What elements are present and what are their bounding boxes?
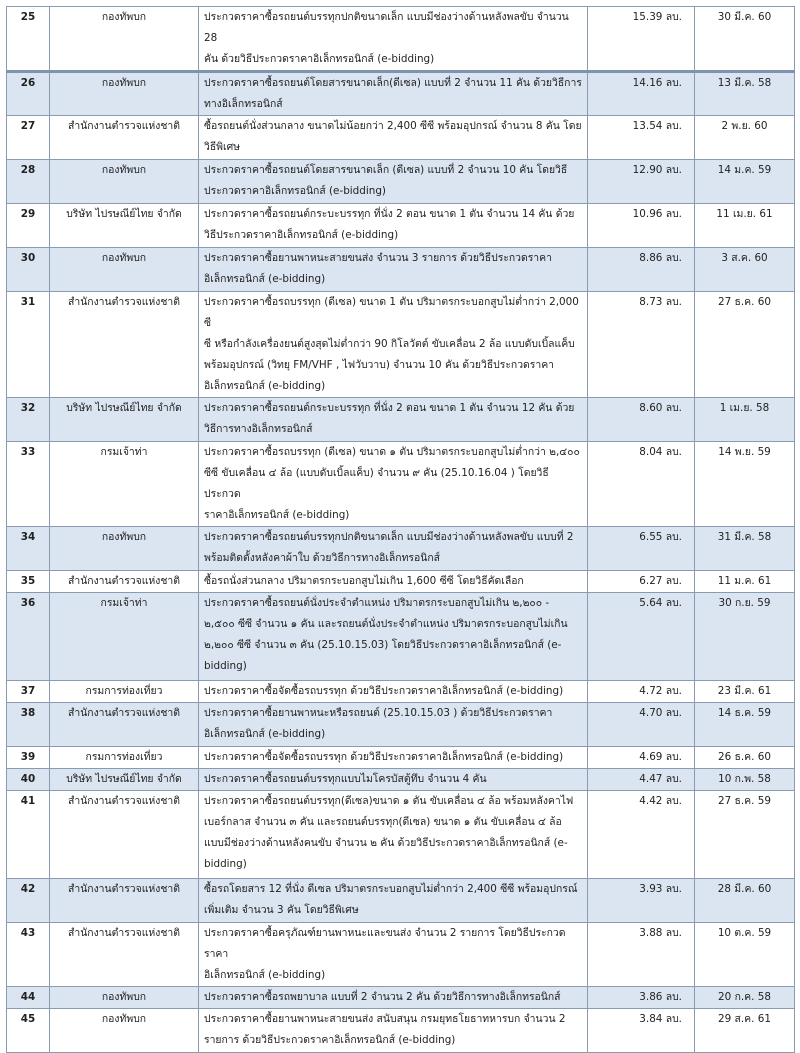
description-line: ประกวดราคาซื้อยานพาหนะสายขนส่ง สนับสนุน กรมยุทธโยธาทหารบก จำนวน 2 bbox=[204, 1013, 566, 1025]
row-number: 27 bbox=[7, 116, 50, 160]
row-number: 26 bbox=[7, 72, 50, 116]
budget-cell: 4.72 ลบ. bbox=[588, 681, 695, 703]
description-line: รายการ ด้วยวิธีประกวดราคาอิเล็กทรอนิกส์ (e-bidding) bbox=[204, 1034, 456, 1046]
row-number: 36 bbox=[7, 593, 50, 681]
description-line: เบอร์กลาส จำนวน ๓ คัน และรถยนต์บรรทุก(ดีเซล) ขนาด ๑ ตัน ขับเคลื่อน ๔ ล้อ bbox=[204, 816, 562, 828]
row-number: 44 bbox=[7, 987, 50, 1009]
budget-cell: 8.73 ลบ. bbox=[588, 292, 695, 398]
table-row bbox=[7, 747, 795, 769]
description-line: วิธีการทางอิเล็กทรอนิกส์ bbox=[204, 423, 313, 435]
description-line: ประกวดราคาซื้อรถยนต์กระบะบรรทุก ที่นั่ง 2 ตอน ขนาด 1 ตัน จำนวน 12 คัน ด้วย bbox=[204, 402, 575, 414]
table-row bbox=[7, 593, 795, 681]
description-cell bbox=[199, 527, 588, 571]
date-cell: 26 ธ.ค. 60 bbox=[695, 747, 795, 769]
description-line: อิเล็กทรอนิกส์ (e-bidding) bbox=[204, 273, 326, 285]
description-line: เพิ่มเติม จำนวน 3 คัน โดยวิธีพิเศษ bbox=[204, 904, 359, 916]
agency-cell: กองทัพบก bbox=[50, 160, 199, 204]
date-cell: 27 ธ.ค. 59 bbox=[695, 791, 795, 879]
table-row bbox=[7, 72, 795, 116]
budget-cell: 10.96 ลบ. bbox=[588, 204, 695, 248]
description-line: ประกวดราคาซื้อรถยนต์บรรทุก(ดีเซล)ขนาด ๑ ตัน ขับเคลื่อน ๔ ล้อ พร้อมหลังคาไฟ bbox=[204, 795, 574, 807]
agency-cell: กองทัพบก bbox=[50, 987, 199, 1009]
description-line: ประกวดราคาซื้อยานพาหนะสายขนส่ง จำนวน 3 รายการ ด้วยวิธีประกวดราคา bbox=[204, 252, 552, 264]
description-line: วิธีพิเศษ bbox=[204, 141, 241, 153]
table-row bbox=[7, 527, 795, 571]
table-row bbox=[7, 292, 795, 398]
agency-cell: สำนักงานตำรวจแห่งชาติ bbox=[50, 879, 199, 923]
table-row bbox=[7, 1009, 795, 1053]
date-cell: 11 ม.ค. 61 bbox=[695, 571, 795, 593]
table-row bbox=[7, 791, 795, 879]
description-cell bbox=[199, 72, 588, 116]
description-line: ประกวดราคาอิเล็กทรอนิกส์ (e-bidding) bbox=[204, 185, 386, 197]
row-number: 34 bbox=[7, 527, 50, 571]
agency-cell: บริษัท ไปรษณีย์ไทย จำกัด bbox=[50, 398, 199, 442]
agency-cell: สำนักงานตำรวจแห่งชาติ bbox=[50, 292, 199, 398]
description-cell bbox=[199, 987, 588, 1009]
table-row bbox=[7, 571, 795, 593]
description-line: ประกวดราคาซื้อรถบรรทุก (ดีเซล) ขนาด 1 ตัน ปริมาตรกระบอกสูบไม่ต่ำกว่า 2,000 ซี bbox=[204, 296, 579, 329]
date-cell: 2 พ.ย. 60 bbox=[695, 116, 795, 160]
description-line: ประกวดราคาซื้อรถยนต์บรรทุกแบบไมโครบัสตู้ทึบ จำนวน 4 คัน bbox=[204, 773, 487, 785]
description-line: อิเล็กทรอนิกส์ (e-bidding) bbox=[204, 728, 326, 740]
description-line: ประกวดราคาซื้อรถยนต์โดยสารขนาดเล็ก(ดีเซล) แบบที่ 2 จำนวน 11 คัน ด้วยวิธีการ bbox=[204, 77, 582, 89]
budget-cell: 8.60 ลบ. bbox=[588, 398, 695, 442]
table-row bbox=[7, 7, 795, 72]
description-line: ประกวดราคาซื้อรถพยาบาล แบบที่ 2 จำนวน 2 คัน ด้วยวิธีการทางอิเล็กทรอนิกส์ bbox=[204, 991, 561, 1003]
table-row bbox=[7, 204, 795, 248]
budget-cell: 3.88 ลบ. bbox=[588, 923, 695, 987]
description-cell bbox=[199, 248, 588, 292]
date-cell: 14 ธ.ค. 59 bbox=[695, 703, 795, 747]
budget-cell: 13.54 ลบ. bbox=[588, 116, 695, 160]
budget-cell: 3.84 ลบ. bbox=[588, 1009, 695, 1053]
budget-cell: 4.70 ลบ. bbox=[588, 703, 695, 747]
budget-cell: 8.86 ลบ. bbox=[588, 248, 695, 292]
table-row bbox=[7, 923, 795, 987]
description-line: ประกวดราคาซื้อรถยนต์นั่งประจำตำแหน่ง ปริมาตรกระบอกสูบไม่เกิน ๒,๒๐๐ - bbox=[204, 597, 550, 609]
procurement-table bbox=[6, 6, 795, 1053]
description-line: ประกวดราคาซื้อจัดซื้อรถบรรทุก ด้วยวิธีประกวดราคาอิเล็กทรอนิกส์ (e-bidding) bbox=[204, 751, 564, 763]
date-cell: 1 เม.ย. 58 bbox=[695, 398, 795, 442]
budget-cell: 3.93 ลบ. bbox=[588, 879, 695, 923]
description-line: แบบมีช่องว่างด้านหลังคนขับ จำนวน ๒ คัน ด้วยวิธีประกวดราคาอิเล็กทรอนิกส์ (e- bbox=[204, 837, 568, 849]
date-cell: 10 ต.ค. 59 bbox=[695, 923, 795, 987]
agency-cell: กองทัพบก bbox=[50, 7, 199, 72]
row-number: 41 bbox=[7, 791, 50, 879]
row-number: 29 bbox=[7, 204, 50, 248]
date-cell: 30 มี.ค. 60 bbox=[695, 7, 795, 72]
description-cell bbox=[199, 879, 588, 923]
budget-cell: 4.47 ลบ. bbox=[588, 769, 695, 791]
table-row bbox=[7, 703, 795, 747]
budget-cell: 5.64 ลบ. bbox=[588, 593, 695, 681]
description-cell bbox=[199, 791, 588, 879]
description-cell bbox=[199, 442, 588, 527]
description-line: ซื้อรถโดยสาร 12 ที่นั่ง ดีเซล ปริมาตรกระบอกสูบไม่ต่ำกว่า 2,400 ซีซี พร้อมอุปกรณ์ bbox=[204, 883, 578, 895]
description-line: วิธีประกวดราคาอิเล็กทรอนิกส์ (e-bidding) bbox=[204, 229, 399, 241]
budget-cell: 3.86 ลบ. bbox=[588, 987, 695, 1009]
row-number: 42 bbox=[7, 879, 50, 923]
description-line: ประกวดราคาซื้อครุภัณฑ์ยานพาหนะและขนส่ง จำนวน 2 รายการ โดยวิธีประกวดราคา bbox=[204, 927, 566, 960]
description-line: ประกวดราคาซื้อรถยนต์บรรทุกปกติขนาดเล็ก แบบมีช่องว่างด้านหลังพลขับ จำนวน 28 bbox=[204, 11, 569, 44]
date-cell: 27 ธ.ค. 60 bbox=[695, 292, 795, 398]
budget-cell: 15.39 ลบ. bbox=[588, 7, 695, 72]
description-cell bbox=[199, 398, 588, 442]
description-cell bbox=[199, 747, 588, 769]
description-line: อิเล็กทรอนิกส์ (e-bidding) bbox=[204, 969, 326, 981]
table-row bbox=[7, 681, 795, 703]
description-line: ประกวดราคาซื้อรถยนต์กระบะบรรทุก ที่นั่ง 2 ตอน ขนาด 1 ตัน จำนวน 14 คัน ด้วย bbox=[204, 208, 575, 220]
description-cell bbox=[199, 116, 588, 160]
description-line: ซี หรือกำลังเครื่องยนต์สูงสุดไม่ต่ำกว่า 90 กิโลวัตต์ ขับเคลื่อน 2 ล้อ แบบดับเบิ้ลแค็บ bbox=[204, 338, 575, 350]
description-line: ทางอิเล็กทรอนิกส์ bbox=[204, 98, 283, 110]
budget-cell: 8.04 ลบ. bbox=[588, 442, 695, 527]
budget-cell: 4.69 ลบ. bbox=[588, 747, 695, 769]
description-line: ประกวดราคาซื้อรถบรรทุก (ดีเซล) ขนาด ๑ ตัน ปริมาตรกระบอกสูบไม่ต่ำกว่า ๒,๔๐๐ bbox=[204, 446, 580, 458]
table-body bbox=[7, 7, 795, 1053]
description-line: คัน ด้วยวิธีประกวดราคาอิเล็กทรอนิกส์ (e-bidding) bbox=[204, 53, 435, 65]
row-number: 37 bbox=[7, 681, 50, 703]
table-row bbox=[7, 769, 795, 791]
agency-cell: กองทัพบก bbox=[50, 1009, 199, 1053]
budget-cell: 6.55 ลบ. bbox=[588, 527, 695, 571]
date-cell: 29 ส.ค. 61 bbox=[695, 1009, 795, 1053]
description-cell bbox=[199, 571, 588, 593]
date-cell: 31 มี.ค. 58 bbox=[695, 527, 795, 571]
row-number: 30 bbox=[7, 248, 50, 292]
row-number: 28 bbox=[7, 160, 50, 204]
description-line: ซีซี ขับเคลื่อน ๔ ล้อ (แบบดับเบิ้ลแค็บ) จำนวน ๙ คัน (25.10.16.04 ) โดยวิธีประกวด bbox=[204, 467, 549, 500]
date-cell: 30 ก.ย. 59 bbox=[695, 593, 795, 681]
agency-cell: สำนักงานตำรวจแห่งชาติ bbox=[50, 923, 199, 987]
description-line: ราคาอิเล็กทรอนิกส์ (e-bidding) bbox=[204, 509, 350, 521]
description-line: ๒,๕๐๐ ซีซี จำนวน ๑ คัน และรถยนต์นั่งประจำตำแหน่ง ปริมาตรกระบอกสูบไม่เกิน bbox=[204, 618, 568, 630]
budget-cell: 14.16 ลบ. bbox=[588, 72, 695, 116]
agency-cell: สำนักงานตำรวจแห่งชาติ bbox=[50, 703, 199, 747]
agency-cell: สำนักงานตำรวจแห่งชาติ bbox=[50, 116, 199, 160]
table-row bbox=[7, 987, 795, 1009]
description-line: ประกวดราคาซื้อจัดซื้อรถบรรทุก ด้วยวิธีประกวดราคาอิเล็กทรอนิกส์ (e-bidding) bbox=[204, 685, 564, 697]
agency-cell: สำนักงานตำรวจแห่งชาติ bbox=[50, 791, 199, 879]
description-cell bbox=[199, 593, 588, 681]
date-cell: 13 มี.ค. 58 bbox=[695, 72, 795, 116]
budget-cell: 12.90 ลบ. bbox=[588, 160, 695, 204]
description-line: ประกวดราคาซื้อรถยนต์โดยสารขนาดเล็ก (ดีเซล) แบบที่ 2 จำนวน 10 คัน โดยวิธี bbox=[204, 164, 568, 176]
agency-cell: กองทัพบก bbox=[50, 527, 199, 571]
description-line: bidding) bbox=[204, 660, 247, 672]
date-cell: 20 ก.ค. 58 bbox=[695, 987, 795, 1009]
description-cell bbox=[199, 160, 588, 204]
procurement-table-page bbox=[6, 6, 794, 1053]
agency-cell: บริษัท ไปรษณีย์ไทย จำกัด bbox=[50, 204, 199, 248]
description-line: พร้อมอุปกรณ์ (วิทยุ FM/VHF , ไฟวับวาบ) จำนวน 10 คัน ด้วยวิธีประกวดราคา bbox=[204, 359, 555, 371]
row-number: 32 bbox=[7, 398, 50, 442]
date-cell: 14 พ.ย. 59 bbox=[695, 442, 795, 527]
row-number: 25 bbox=[7, 7, 50, 72]
table-row bbox=[7, 248, 795, 292]
description-cell bbox=[199, 769, 588, 791]
description-cell bbox=[199, 292, 588, 398]
date-cell: 14 ม.ค. 59 bbox=[695, 160, 795, 204]
agency-cell: กรมเจ้าท่า bbox=[50, 442, 199, 527]
agency-cell: กรมการท่องเที่ยว bbox=[50, 681, 199, 703]
description-cell bbox=[199, 7, 588, 72]
description-line: อิเล็กทรอนิกส์ (e-bidding) bbox=[204, 380, 326, 392]
agency-cell: กรมการท่องเที่ยว bbox=[50, 747, 199, 769]
table-row bbox=[7, 116, 795, 160]
description-line: พร้อมติดตั้งหลังคาผ้าใบ ด้วยวิธีการทางอิเล็กทรอนิกส์ bbox=[204, 552, 440, 564]
description-line: ประกวดราคาซื้อยานพาหนะหรือรถยนต์ (25.10.15.03 ) ด้วยวิธีประกวดราคา bbox=[204, 707, 553, 719]
description-line: ซื้อรถนั่งส่วนกลาง ปริมาตรกระบอกสูบไม่เกิน 1,600 ซีซี โดยวิธีคัดเลือก bbox=[204, 575, 524, 587]
description-line: bidding) bbox=[204, 858, 247, 870]
row-number: 38 bbox=[7, 703, 50, 747]
description-cell bbox=[199, 923, 588, 987]
description-line: ซื้อรถยนต์นั่งส่วนกลาง ขนาดไม่น้อยกว่า 2,400 ซีซี พร้อมอุปกรณ์ จำนวน 8 คัน โดย bbox=[204, 120, 582, 132]
date-cell: 23 มี.ค. 61 bbox=[695, 681, 795, 703]
budget-cell: 6.27 ลบ. bbox=[588, 571, 695, 593]
date-cell: 28 มี.ค. 60 bbox=[695, 879, 795, 923]
budget-cell: 4.42 ลบ. bbox=[588, 791, 695, 879]
agency-cell: กองทัพบก bbox=[50, 248, 199, 292]
agency-cell: สำนักงานตำรวจแห่งชาติ bbox=[50, 571, 199, 593]
description-cell bbox=[199, 204, 588, 248]
description-cell bbox=[199, 703, 588, 747]
row-number: 39 bbox=[7, 747, 50, 769]
table-row bbox=[7, 160, 795, 204]
row-number: 43 bbox=[7, 923, 50, 987]
row-number: 35 bbox=[7, 571, 50, 593]
description-cell bbox=[199, 1009, 588, 1053]
table-row bbox=[7, 879, 795, 923]
description-line: ๒,๒๐๐ ซีซี จำนวน ๓ คัน (25.10.15.03) โดยวิธีประกวดราคาอิเล็กทรอนิกส์ (e- bbox=[204, 639, 562, 651]
row-number: 40 bbox=[7, 769, 50, 791]
date-cell: 10 ก.พ. 58 bbox=[695, 769, 795, 791]
table-row bbox=[7, 398, 795, 442]
row-number: 45 bbox=[7, 1009, 50, 1053]
description-line: ประกวดราคาซื้อรถยนต์บรรทุกปกติขนาดเล็ก แบบมีช่องว่างด้านหลังพลขับ แบบที่ 2 bbox=[204, 531, 574, 543]
date-cell: 11 เม.ย. 61 bbox=[695, 204, 795, 248]
table-row bbox=[7, 442, 795, 527]
agency-cell: กองทัพบก bbox=[50, 72, 199, 116]
description-cell bbox=[199, 681, 588, 703]
row-number: 33 bbox=[7, 442, 50, 527]
agency-cell: กรมเจ้าท่า bbox=[50, 593, 199, 681]
row-number: 31 bbox=[7, 292, 50, 398]
date-cell: 3 ส.ค. 60 bbox=[695, 248, 795, 292]
agency-cell: บริษัท ไปรษณีย์ไทย จำกัด bbox=[50, 769, 199, 791]
